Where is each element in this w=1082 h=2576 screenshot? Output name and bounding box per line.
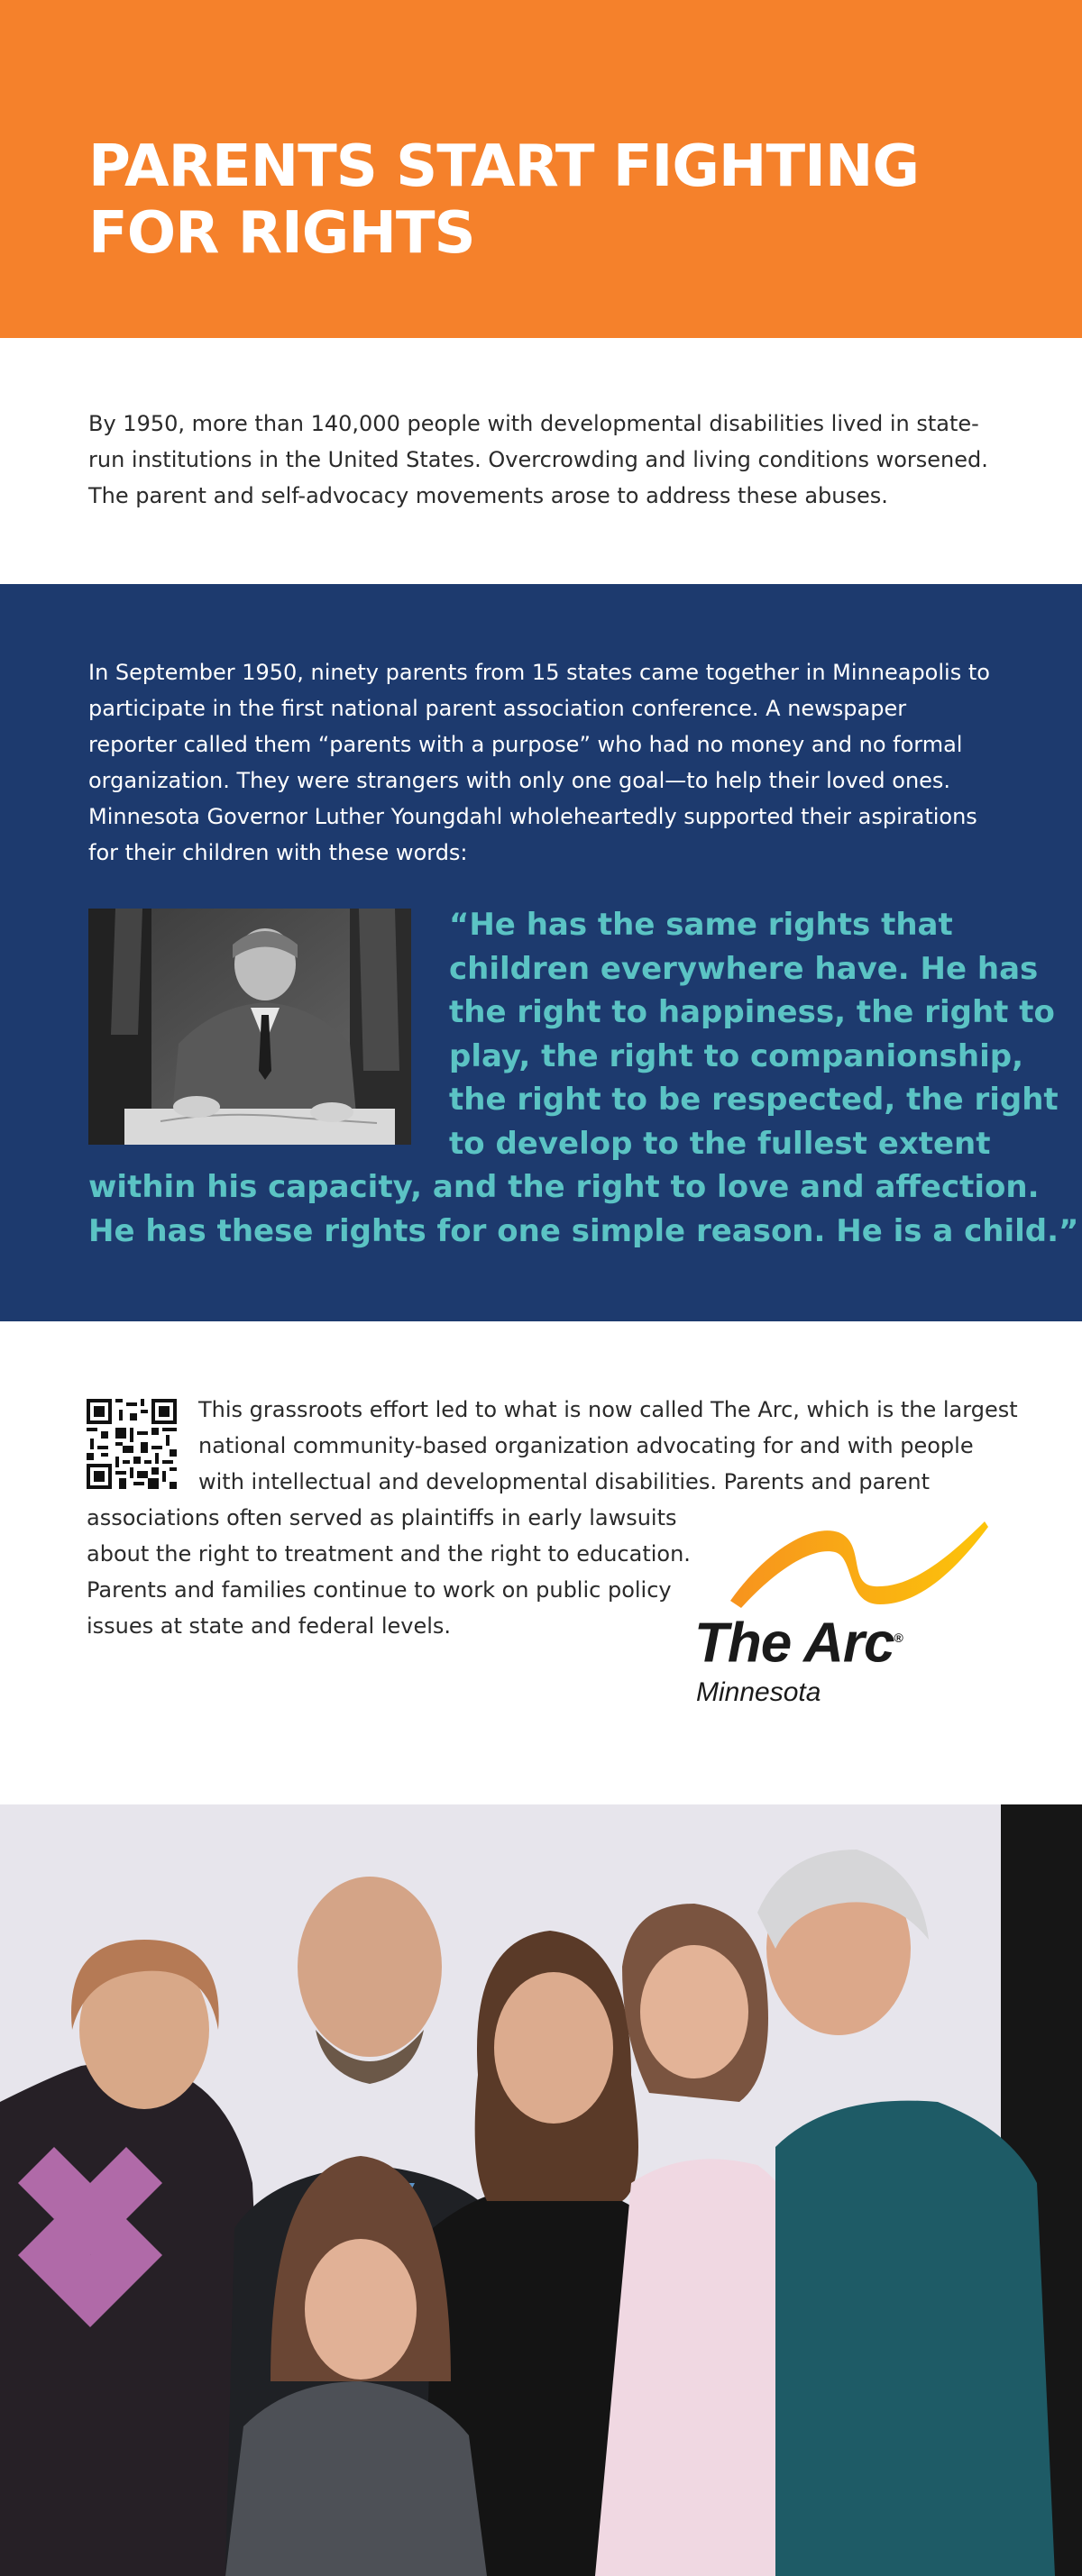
quote-line-6: to develop to the fullest extent — [449, 1125, 991, 1162]
header-banner — [0, 0, 1082, 338]
quote-line-1: “He has the same rights that — [449, 907, 953, 943]
arc-line-1: This grassroots effort led to what is now called The Arc, which is the largest — [198, 1397, 1018, 1422]
arc-line-2: national community-based organization advocating for and with people — [198, 1433, 974, 1458]
logo-name — [694, 1606, 903, 1676]
arc-line-4: associations often served as plaintiffs in early lawsuits — [87, 1505, 677, 1530]
intro-paragraph: By 1950, more than 140,000 people with developmental disabilities lived in state-run institutions in the United States. Overcrowding and living conditions worsened. The parent and self-advocacy movements arose to address these abuses. — [88, 411, 988, 508]
family-group-photo-icon — [0, 1804, 1082, 2576]
arc-line-7: issues at state and federal levels. — [87, 1613, 452, 1639]
arc-line-3: with intellectual and developmental disabilities. Parents and parent — [198, 1469, 930, 1494]
quote-line-5: the right to be respected, the right — [449, 1082, 1059, 1118]
logo-subtitle: Minnesota — [696, 1677, 821, 1707]
the-arc-logo — [694, 1514, 1001, 1713]
arc-line-5: about the right to treatment and the right to education. — [87, 1541, 691, 1567]
quote-line-2: children everywhere have. He has — [449, 950, 1039, 987]
page-title-line-1: PARENTS START FIGHTING — [88, 133, 919, 200]
arc-line-6: Parents and families continue to work on public policy — [87, 1577, 672, 1603]
conference-paragraph: In September 1950, ninety parents from 15 states came together in Minneapolis to participate in the first national parent association conference. A newspaper reporter called them “parents with a purpose” who had no money and no formal organization. They were strangers with only one goal—to help their loved ones. Minnesota Governor Luther Youngdahl wholeheartedly supported their aspirations for their children with these words: — [88, 660, 990, 865]
conference-section — [0, 584, 1082, 1321]
registered-mark: ® — [894, 1631, 903, 1645]
arc-swoosh-icon — [694, 1514, 1001, 1613]
governor-quote — [88, 903, 1079, 1253]
quote-line-7: within his capacity, and the right to love and affection. — [88, 1169, 1040, 1205]
quote-line-4: play, the right to companionship, — [449, 1037, 1024, 1074]
page-title — [88, 133, 990, 267]
page-title-line-2: FOR RIGHTS — [88, 200, 475, 267]
family-photo — [0, 1804, 1082, 2576]
logo-name-text: The Arc — [694, 1612, 894, 1675]
quote-line-3: the right to happiness, the right to — [449, 994, 1055, 1030]
quote-line-8: He has these rights for one simple reason. He is a child.” — [88, 1212, 1079, 1249]
